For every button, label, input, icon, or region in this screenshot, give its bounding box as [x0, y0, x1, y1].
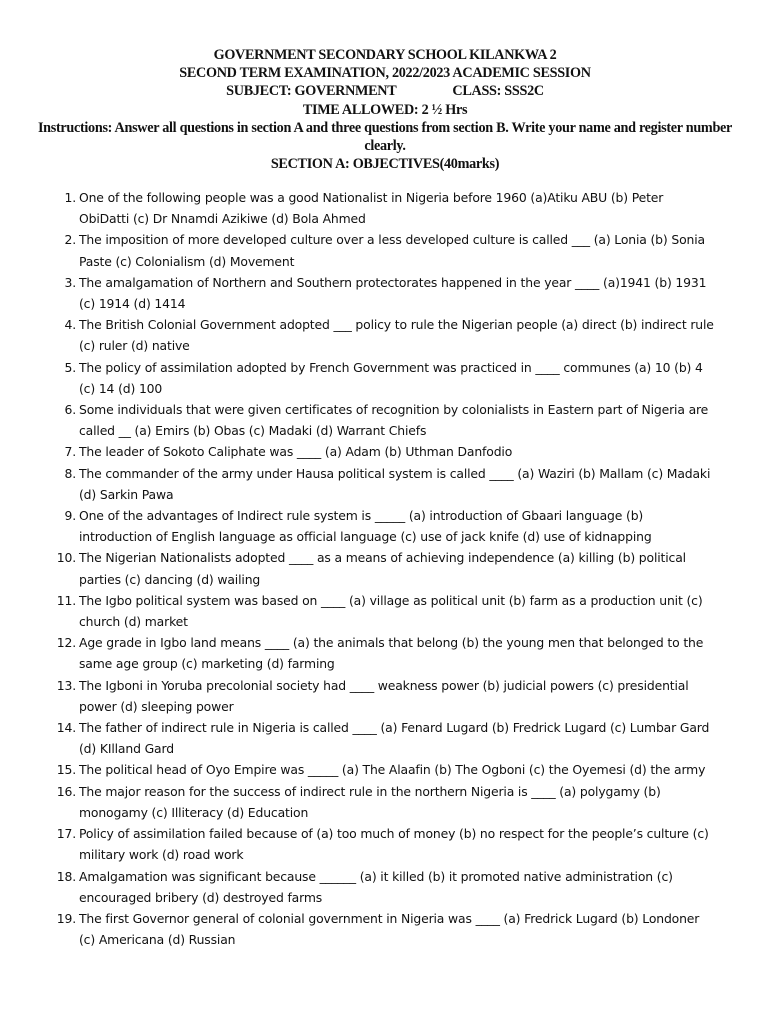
question-text: The Igboni in Yoruba precolonial society had ____ weakness power (b) judicial powers (c) presidential power (d) sleeping power	[79, 677, 689, 714]
question-number: 15.	[56, 762, 76, 778]
question-number: 13.	[56, 677, 76, 693]
question-text: The father of indirect rule in Nigeria is called ____ (a) Fenard Lugard (b) Fredrick Lugard (c) Lumbar Gard (d) KIlland Gard	[79, 720, 710, 757]
question-number: 12.	[56, 635, 76, 651]
subject-label: SUBJECT: GOVERNMENT	[226, 83, 397, 100]
question-text: The amalgamation of Northern and Southern protectorates happened in the year ____ (a)1941 (b) 1931 (c) 1914 (d) 1414	[79, 274, 707, 312]
question-item	[50, 781, 715, 823]
question-number: 17.	[56, 826, 76, 842]
question-text: Some individuals that were given certificates of recognition by colonialists in Eastern part of Nigeria are called __ (a) Emirs (b) Obas (c) Madaki (d) Warrant Chiefs	[79, 402, 709, 439]
exam-title: SECOND TERM EXAMINATION, 2022/2023 ACADEMIC SESSION	[179, 65, 591, 82]
question-item	[50, 547, 715, 589]
question-text: The Nigerian Nationalists adopted ____ as a means of achieving independence (a) killing (b) political parties (c) dancing (d) wailing	[79, 550, 686, 587]
question-item	[50, 441, 715, 462]
question-item	[50, 463, 715, 505]
question-number: 8.	[64, 465, 76, 481]
question-text: The commander of the army under Hausa political system is called ____ (a) Waziri (b) Mallam (c) Madaki (d) Sarkin Pawa	[79, 465, 711, 502]
question-item	[50, 399, 715, 441]
question-item	[50, 717, 715, 759]
question-number: 14.	[56, 720, 76, 736]
question-item	[50, 505, 715, 547]
subject-class-line	[20, 82, 750, 100]
question-number: 5.	[64, 359, 76, 375]
question-item	[50, 675, 715, 717]
question-text: Amalgamation was significant because ______ (a) it killed (b) it promoted native administration (c) encouraged bribery (d) destroyed farms	[79, 868, 673, 905]
question-item	[50, 908, 715, 950]
question-text: One of the advantages of Indirect rule system is _____ (a) introduction of Gbaari language (b) introduction of English language as official language (c) use of jack knife (d) use of kidnapping	[79, 508, 652, 545]
question-number: 6.	[64, 402, 76, 418]
section-title: SECTION A: OBJECTIVES(40marks)	[270, 156, 500, 173]
question-item	[50, 632, 715, 674]
class-label: CLASS: SSS2C	[452, 83, 544, 100]
school-name: GOVERNMENT SECONDARY SCHOOL KILANKWA 2	[213, 47, 557, 63]
question-item	[50, 823, 715, 865]
question-text: Age grade in Igbo land means ____ (a) the animals that belong (b) the young men that belonged to the same age group (c) marketing (d) farming	[79, 635, 704, 672]
question-text: The major reason for the success of indirect rule in the northern Nigeria is ____ (a) polygamy (b) monogamy (c) Illiteracy (d) Education	[79, 783, 661, 820]
exam-header	[20, 46, 750, 173]
instructions: Instructions: Answer all questions in section A and three questions from section B. Write your name and register number clearly.	[37, 119, 733, 155]
question-number: 4.	[64, 317, 76, 333]
question-item	[50, 272, 715, 314]
question-item	[50, 314, 715, 356]
question-list	[50, 187, 715, 950]
question-text: Policy of assimilation failed because of (a) too much of money (b) no respect for the people’s culture (c) military work (d) road work	[79, 826, 709, 863]
question-item	[50, 590, 715, 632]
question-text: The imposition of more developed culture over a less developed culture is called ___ (a) Lonia (b) Sonia Paste (c) Colonialism (d) Movement	[79, 232, 705, 269]
question-text: The British Colonial Government adopted ___ policy to rule the Nigerian people (a) direct (b) indirect rule (c) ruler (d) native	[79, 317, 714, 354]
question-text: The Igbo political system was based on ____ (a) village as political unit (b) farm as a production unit (c) church (d) market	[79, 592, 703, 630]
question-number: 18.	[56, 868, 76, 884]
question-number: 16.	[56, 783, 76, 799]
time-allowed: TIME ALLOWED: 2 ½ Hrs	[302, 101, 468, 118]
question-number: 1.	[64, 190, 76, 205]
question-number: 10.	[56, 550, 76, 566]
question-number: 2.	[64, 232, 76, 248]
question-item	[50, 866, 715, 908]
question-text: The first Governor general of colonial government in Nigeria was ____ (a) Fredrick Lugard (b) Londoner (c) Americana (d) Russian	[79, 910, 700, 948]
question-item	[50, 357, 715, 399]
question-number: 7.	[64, 444, 76, 460]
question-text: One of the following people was a good Nationalist in Nigeria before 1960 (a)Atiku ABU (b) Peter ObiDatti (c) Dr Nnamdi Azikiwe (d) Bola Ahmed	[79, 190, 664, 227]
question-number: 9.	[64, 508, 76, 524]
question-item	[50, 759, 715, 780]
question-item	[50, 229, 715, 271]
question-text: The policy of assimilation adopted by French Government was practiced in ____ communes (a) 10 (b) 4 (c) 14 (d) 100	[79, 359, 703, 396]
question-number: 3.	[64, 274, 76, 290]
question-item	[50, 187, 715, 229]
question-text: The political head of Oyo Empire was _____ (a) The Alaafin (b) The Ogboni (c) the Oyemesi (d) the army	[79, 762, 706, 778]
question-number: 19.	[56, 910, 76, 926]
question-number: 11.	[56, 592, 76, 608]
question-text: The leader of Sokoto Caliphate was ____ (a) Adam (b) Uthman Danfodio	[79, 444, 513, 460]
